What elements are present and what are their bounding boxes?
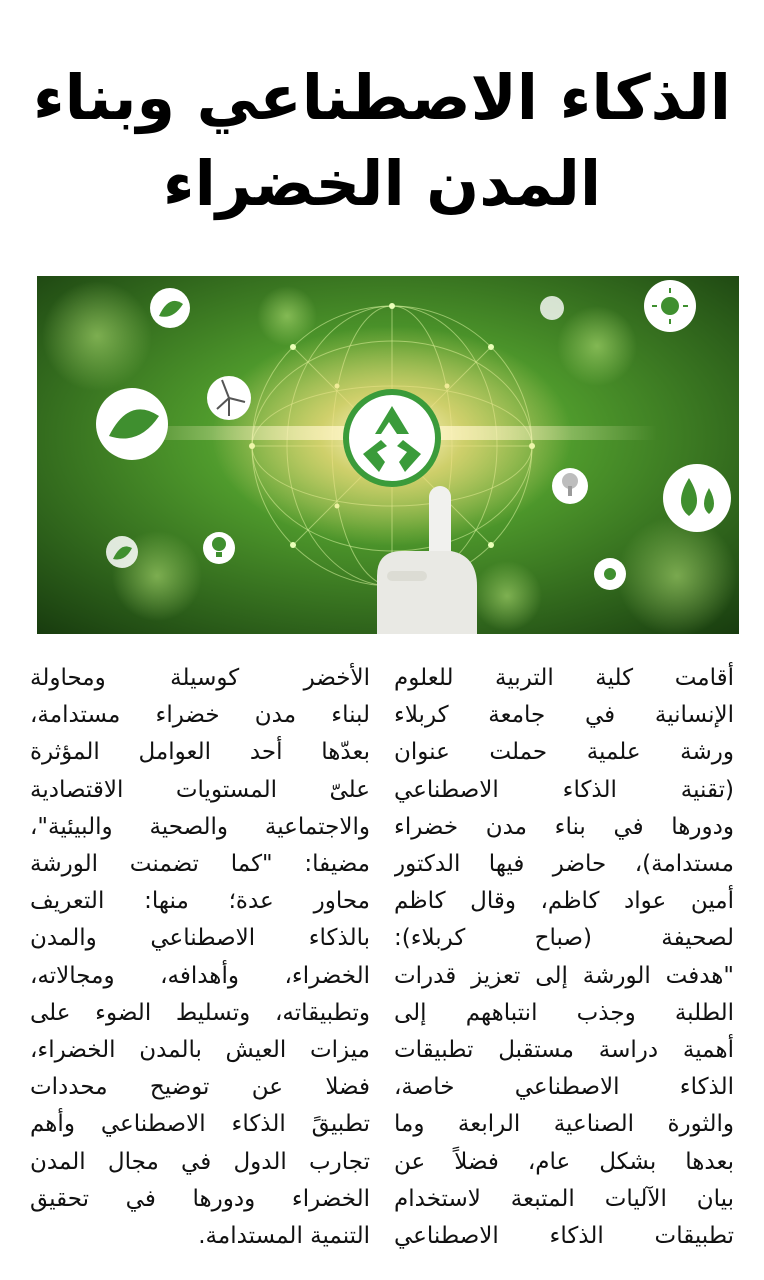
text-line: "هدفت الورشة إلى تعزيز قدرات — [394, 962, 734, 989]
text-line: الخضراء ودورها في تحقيق — [30, 1185, 370, 1212]
text-line: الخضراء، وأهدافه، ومجالاته، — [30, 962, 370, 989]
article-column-right — [394, 660, 734, 1255]
text-line: مضيفا: "كما تضمنت الورشة — [30, 851, 370, 878]
leaf-icon — [150, 288, 190, 328]
text-line: ورشة علمية حملت عنوان — [394, 739, 734, 766]
article-body — [30, 660, 734, 1260]
text-line: وتطبيقاته، وتسليط الضوء على — [30, 999, 370, 1026]
text-line: مستدامة)، حاضر فيها الدكتور — [394, 851, 734, 878]
text-line: بعدّها أحد العوامل المؤثرة — [30, 739, 370, 766]
leaf-icon — [106, 536, 138, 568]
article-photo — [37, 276, 739, 634]
text-line: محاور عدة؛ منها: التعريف — [30, 888, 370, 915]
headline — [30, 55, 734, 227]
lightbulb-icon — [203, 532, 235, 564]
text-line: بالذكاء الاصطناعي والمدن — [30, 925, 370, 952]
text-line: أقامت كلية التربية للعلوم — [394, 665, 734, 691]
headline-line-2: المدن الخضراء — [162, 147, 602, 220]
text-line: الأخضر كوسيلة ومحاولة — [30, 665, 370, 691]
article-column-left — [30, 660, 370, 1255]
leaf-icon — [540, 296, 564, 320]
text-line: الطلبة وجذب انتباههم إلى — [394, 999, 734, 1026]
leaf-icon — [96, 388, 168, 460]
text-line: لصحيفة (صباح كربلاء): — [394, 925, 734, 952]
recycle-icon — [346, 392, 438, 484]
text-line: بيان الآليات المتبعة لاستخدام — [394, 1185, 734, 1212]
text-line: الذكاء الاصطناعي خاصة، — [394, 1074, 734, 1101]
text-line: والاجتماعية والصحية والبيئية"، — [30, 813, 370, 840]
text-line: فضلا عن توضيح محددات — [30, 1074, 370, 1101]
sun-icon — [644, 280, 696, 332]
text-line: بعدها بشكل عام، فضلاً عن — [394, 1148, 734, 1175]
text-line: ميزات العيش بالمدن الخضراء، — [30, 1037, 370, 1064]
text-line: تجارب الدول في مجال المدن — [30, 1148, 370, 1175]
text-line: أمين عواد كاظم، وقال كاظم — [394, 888, 734, 915]
wind-turbine-icon — [207, 376, 251, 420]
tree-icon — [552, 468, 588, 504]
text-line: أهمية دراسة مستقبل تطبيقات — [394, 1037, 734, 1064]
text-line: تطبيقً الذكاء الاصطناعي وأهم — [30, 1111, 370, 1138]
text-line: الإنسانية في جامعة كربلاء — [394, 702, 734, 729]
text-line: لبناء مدن خضراء مستدامة، — [30, 702, 370, 729]
text-line: تطبيقات الذكاء الاصطناعي — [394, 1223, 734, 1250]
headline-line-1: الذكاء الاصطناعي وبناء — [32, 61, 732, 134]
text-line: والثورة الصناعية الرابعة وما — [394, 1111, 734, 1138]
sun-icon — [594, 558, 626, 590]
text-line: التنمية المستدامة. — [198, 1223, 370, 1250]
text-line: علىّ المستويات الاقتصادية — [30, 776, 370, 803]
text-line: (تقنية الذكاء الاصطناعي — [394, 776, 734, 803]
water-drop-icon — [663, 464, 731, 532]
text-line: ودورها في بناء مدن خضراء — [394, 813, 734, 840]
